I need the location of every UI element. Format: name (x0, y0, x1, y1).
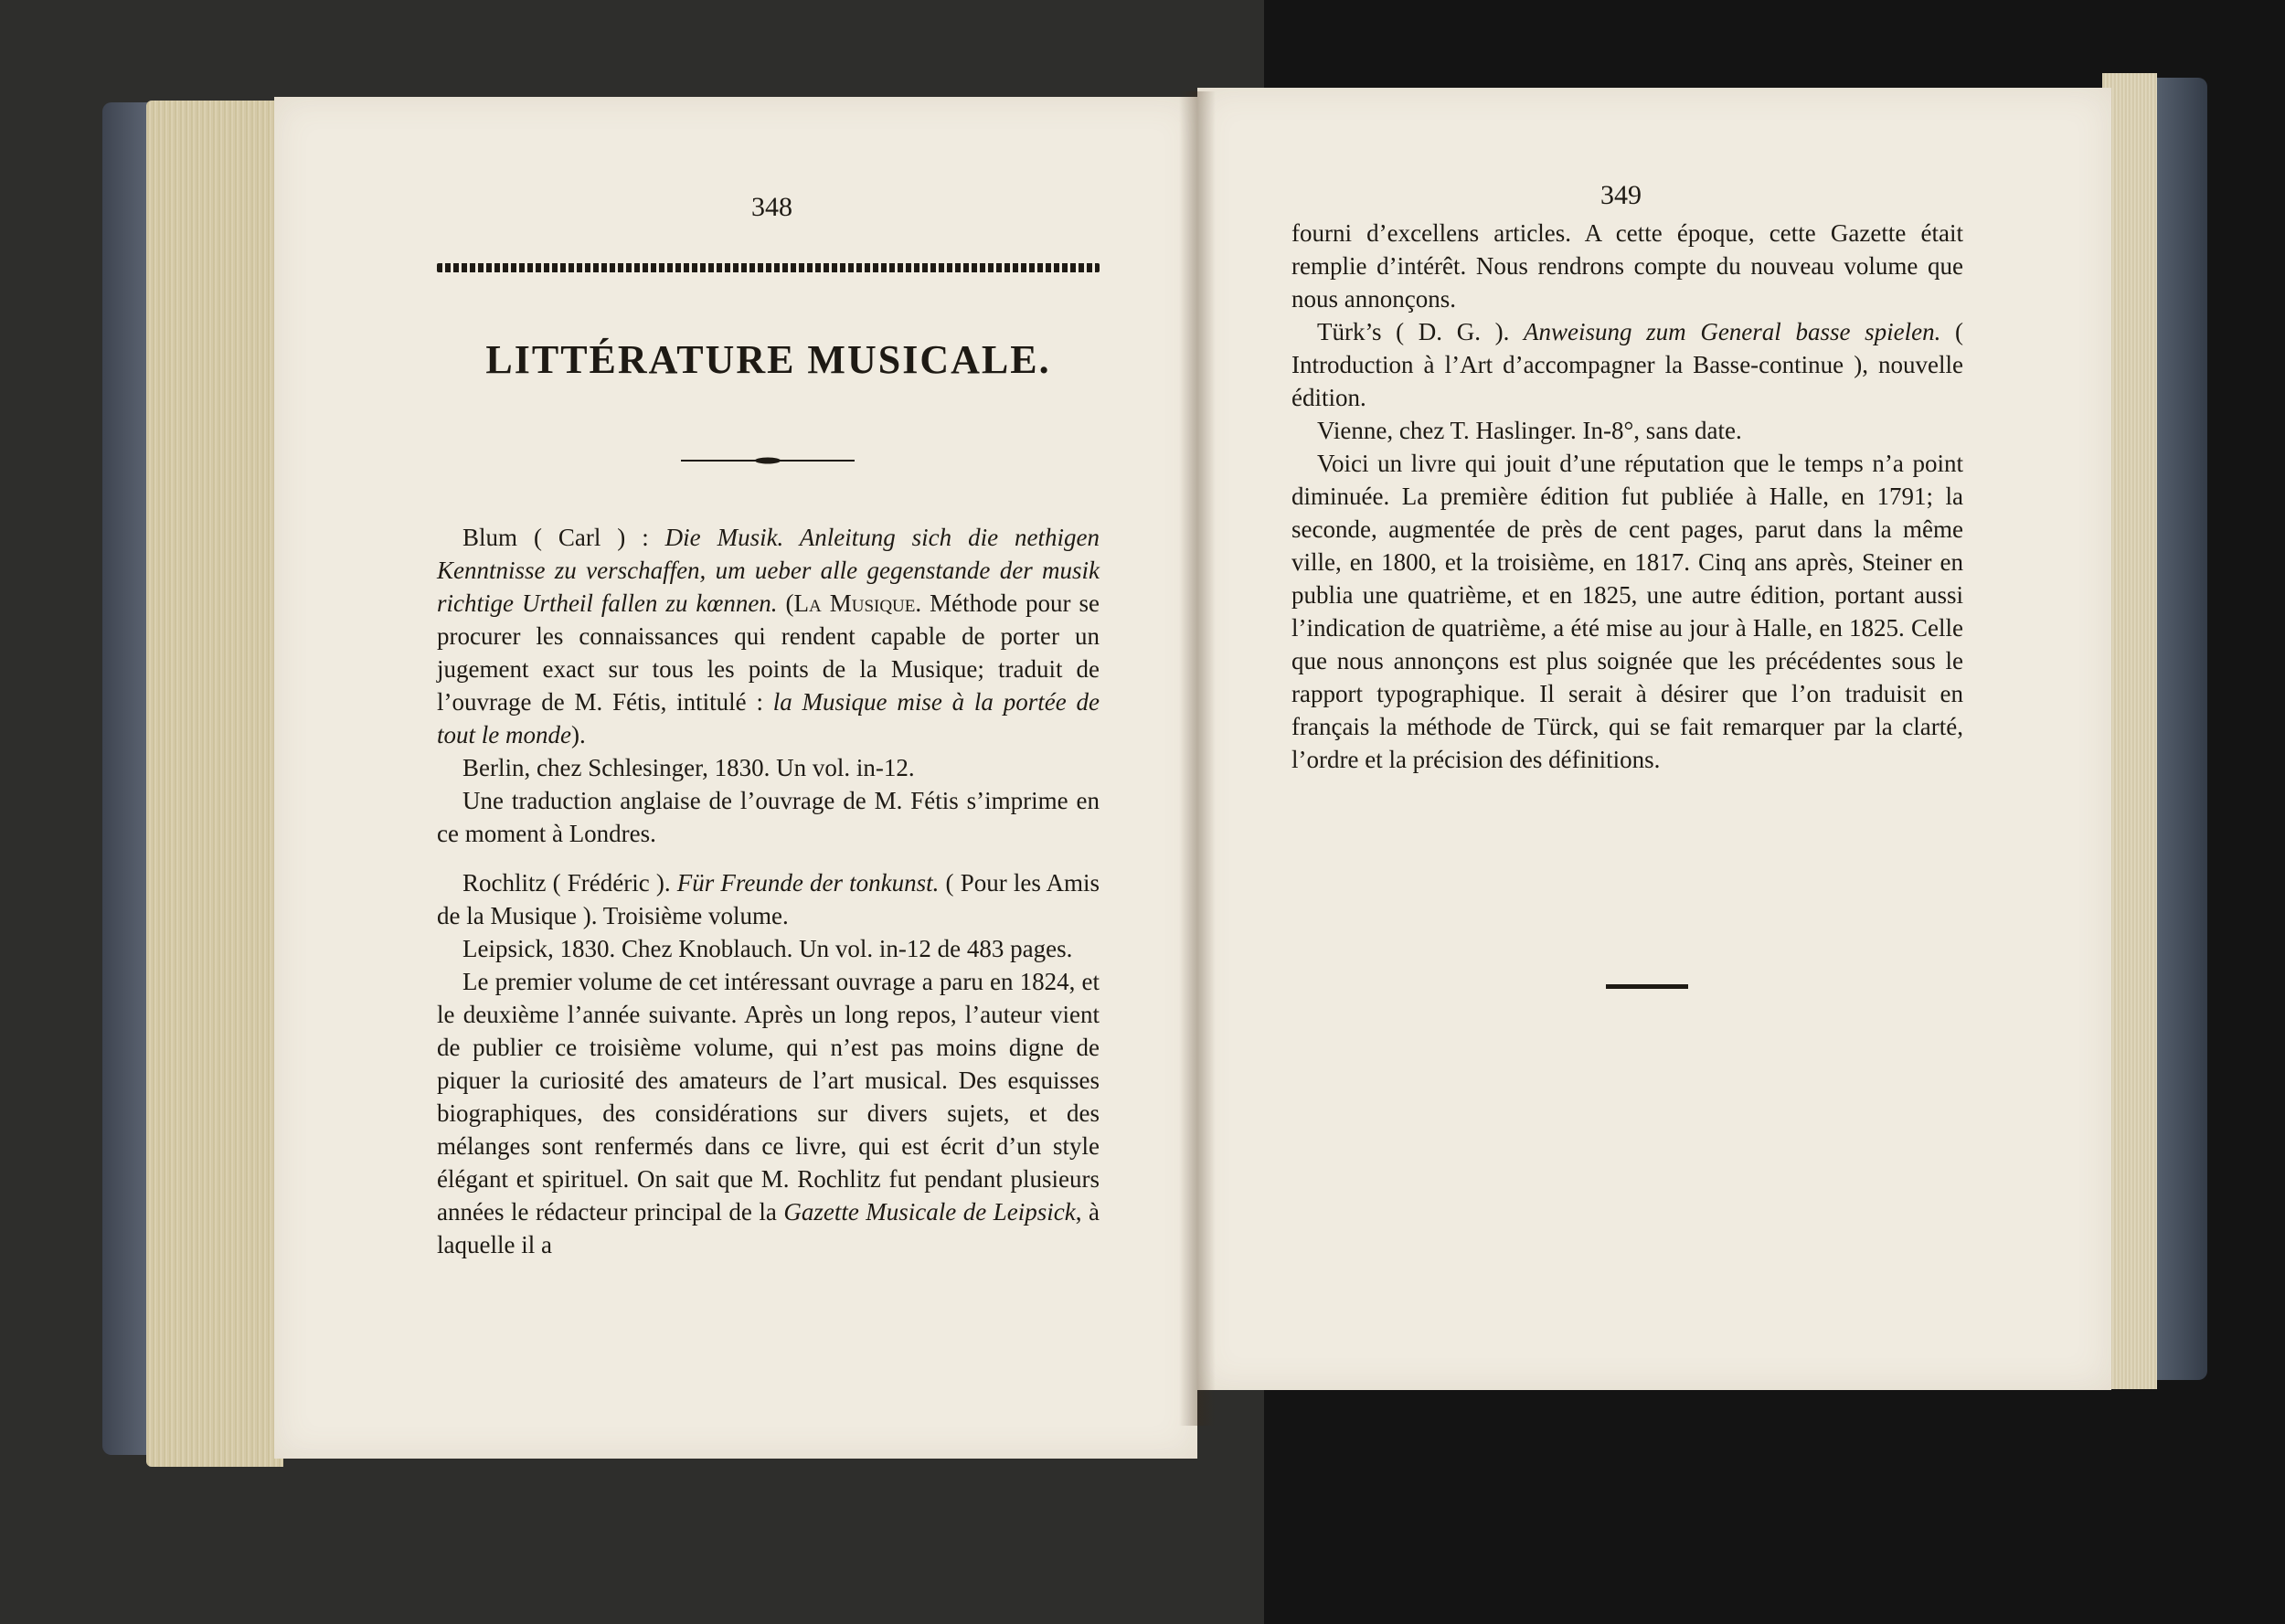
paragraph-review: Voici un livre qui jouit d’une réputation que le temps n’a point diminuée. La première édition fut publiée à Halle, en 1791; la seconde, augmentée de près de cent pages, parut dans la même ville, en 1800, et la troisième, en 1817. Cinq ans après, Steiner en publia une quatrième, et en 1825, une autre édition, portant aussi l’indication de quatrième, a été mise au jour à Halle, en 1825. Celle que nous annonçons est plus soignée que les précédentes sous le rapport typographique. Il serait à désirer que l’on traduisit en français la méthode de Türck, qui se fait remarquer par la clarté, l’ordre et la précision des définitions. (1291, 450, 1963, 773)
publication-line: Berlin, chez Schlesinger, 1830. Un vol. in-12. (462, 754, 915, 781)
author-name: Rochlitz ( Frédéric ). (462, 869, 677, 897)
entry-blum (437, 521, 1100, 751)
right-page-body (1291, 217, 1963, 776)
paragraph-review (437, 965, 1100, 1261)
book-title: Für Freunde der tonkunst. (676, 869, 940, 897)
italic-title: la Musique mise à la portée de tout le monde (437, 688, 1100, 748)
left-page-body (437, 521, 1100, 1261)
tailpiece-ornament (681, 457, 855, 464)
publication-line: Vienne, chez T. Haslinger. In-8°, sans date. (1317, 417, 1742, 444)
entry-description: ( Introduction à l’Art d’accompagner la Basse-continue ), nouvelle édition. (1291, 318, 1963, 411)
page-number-left: 348 (751, 192, 792, 222)
end-rule (1606, 984, 1688, 989)
book-title: Anweisung zum General basse spielen. (1524, 318, 1941, 345)
section-heading: LITTÉRATURE MUSICALE. (485, 337, 1051, 382)
ornamental-rule (437, 263, 1100, 272)
text-fragment: ( (777, 589, 794, 617)
italic-title: Gazette Musicale de Leipsick (783, 1198, 1076, 1226)
author-name: Türk’s ( D. G. ). (1317, 318, 1525, 345)
paragraph-continuation: fourni d’excellens articles. A cette époque, cette Gazette était remplie d’intérêt. Nous rendrons compte du nouveau volume que nous annonçons. (1291, 219, 1963, 313)
text-fragment: , à laquelle il a (437, 1198, 1100, 1258)
page-edges-left (146, 101, 283, 1467)
text-fragment: ). (570, 721, 586, 748)
small-caps-title: La Musique (793, 589, 916, 617)
entry-description: . Méthode pour se procurer les connaissances qui rendent capable de porter un jugement exact sur tous les points de la Musique; traduit de l’ouvrage de M. Fétis, intitulé : (437, 589, 1100, 716)
text-fragment: Le premier volume de cet intéressant ouvrage a paru en 1824, et le deuxième l’année suivante. Après un long repos, l’auteur vient de publier ce troisième volume, qui n’est pas moins digne de piquer la curiosité des amateurs de l’art musical. Des esquisses biographiques, des considérations sur divers sujets, et des mélanges sont renfermés dans ce livre, qui est écrit d’un style élégant et spirituel. On sait que M. Rochlitz fut pendant plusieurs années le rédacteur principal de la (437, 968, 1100, 1226)
page-number-right: 349 (1600, 180, 1642, 210)
book-gutter (1179, 91, 1216, 1426)
author-name: Blum ( Carl ) : (462, 524, 665, 551)
book-title: Die Musik. Anleitung sich die nethigen Kenntnisse zu verschaffen, um ueber alle gegenstande der musik richtige Urtheil fallen zu kœnnen. (437, 524, 1100, 617)
entry-description: ( Pour les Amis de la Musique ). Troisième volume. (437, 869, 1100, 929)
paragraph-translation: Une traduction anglaise de l’ouvrage de M. Fétis s’imprime en ce moment à Londres. (437, 787, 1100, 847)
entry-turk (1291, 315, 1963, 414)
publication-line: Leipsick, 1830. Chez Knoblauch. Un vol. in-12 de 483 pages. (462, 935, 1073, 962)
entry-rochlitz (437, 866, 1100, 932)
